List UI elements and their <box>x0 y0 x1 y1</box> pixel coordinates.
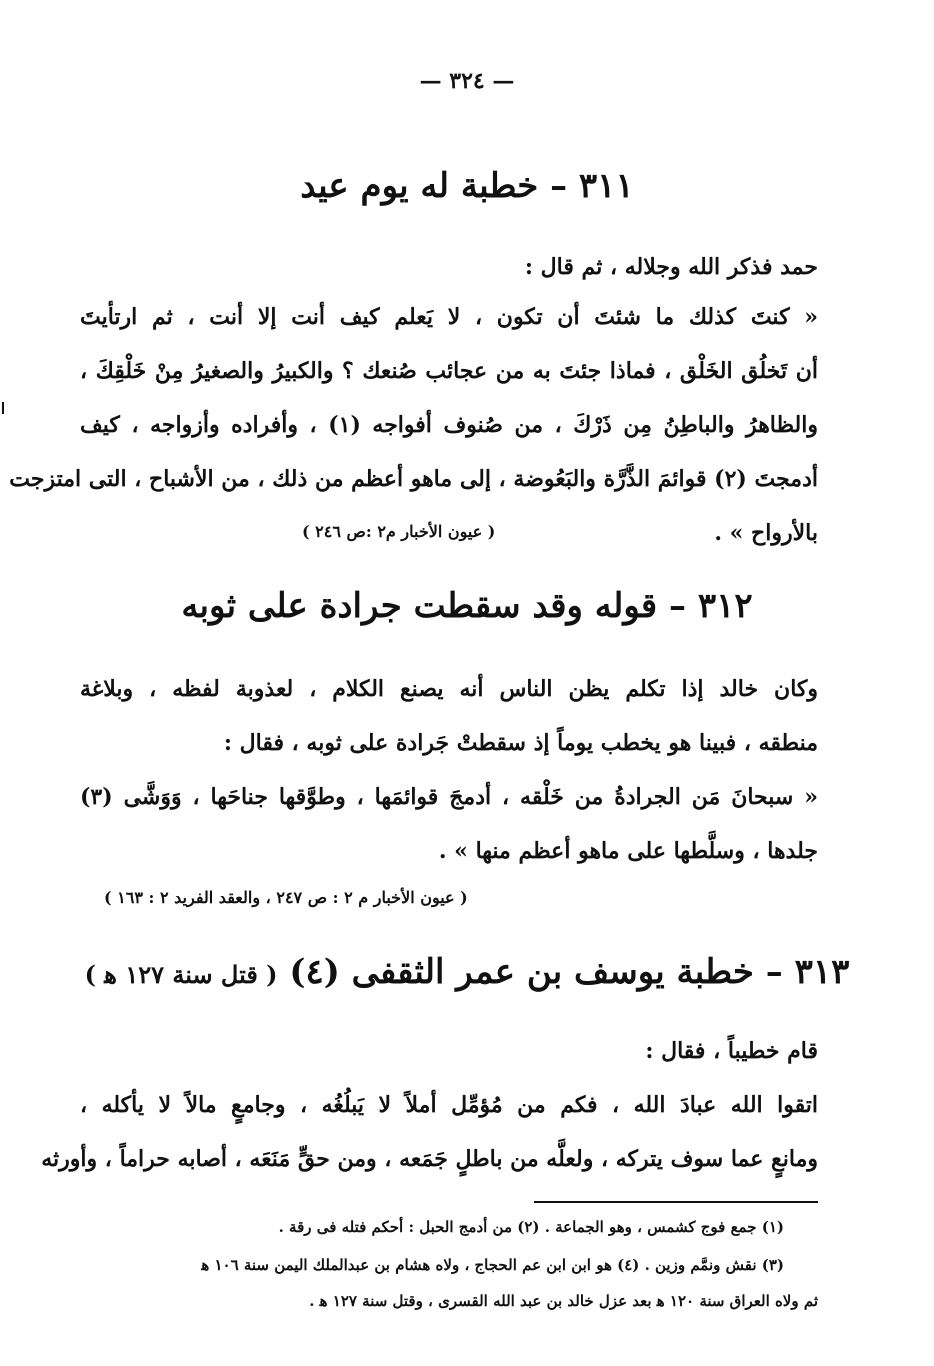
text-line: اتقوا الله عبادَ الله ، فكم من مُؤمِّل أملاً لا يَبلُغُه ، وجامعٍ مالاً لا يأكله ، <box>80 1092 818 1118</box>
section-title: ٣١٣ – خطبة يوسف بن عمر الثقفى (٤) <box>289 952 850 992</box>
section-heading-311: ٣١١ – خطبة له يوم عيد <box>300 166 634 206</box>
source-citation: ( عيون الأخبار م٢ :ص ٢٤٦ ) <box>302 522 496 541</box>
section-heading-312: ٣١٢ – قوله وقد سقطت جرادة على ثوبه <box>181 586 753 626</box>
footnote-divider <box>534 1201 818 1203</box>
scan-edge-mark <box>2 402 4 414</box>
text-line: جلدها ، وسلَّطها على ماهو أعظم منها » . <box>438 838 818 864</box>
text-line: وكان خالد إذا تكلم يظن الناس أنه يصنع الكلام ، لعذوبة لفظه ، وبلاغة <box>80 676 818 702</box>
text-line: أن تَخلُق الخَلْق ، فماذا جئتَ به من عجائب صُنعك ؟ والكبيرُ والصغيرُ مِنْ خَلْقِكَ ، <box>80 358 818 384</box>
source-citation: ( عيون الأخبار م ٢ : ص ٢٤٧ ، والعقد الفريد ٢ : ١٦٣ ) <box>104 888 468 907</box>
heading-note: ( قتل سنة ١٢٧ ﻫ ) <box>84 960 278 989</box>
text-line: منطقه ، فبينا هو يخطب يوماً إذ سقطتْ جَرادة على ثوبه ، فقال : <box>223 730 818 756</box>
section-heading-313 <box>60 952 874 992</box>
footnote-line: (٣) نقش ونمَّم وزين . (٤) هو ابن ابن عم الحجاج ، ولاه هشام بن عبدالملك اليمن سنة ١٠٦ ﻫ <box>201 1256 784 1274</box>
text-line: قام خطيباً ، فقال : <box>645 1038 818 1064</box>
footnote-line: ثم ولاه العراق سنة ١٢٠ ﻫ بعد عزل خالد بن عبد الله القسرى ، وقتل سنة ١٢٧ ﻫ . <box>309 1292 818 1310</box>
footnote-line: (١) جمع فوج كشمس ، وهو الجماعة . (٢) من أدمج الحبل : أحكم فتله فى رقة . <box>278 1218 784 1236</box>
text-line: أدمجتَ (٢) قوائمَ الذَّرَّة والبَعُوضة ، إلى ماهو أعظم من ذلك ، من الأشباح ، التى امتزجت <box>9 466 818 492</box>
text-line: « كنتَ كذلك ما شئتَ أن تكون ، لا يَعلم كيف أنت إلا أنت ، ثم ارتأيتَ <box>80 304 818 330</box>
text-line: « سبحانَ مَن الجرادةُ من خَلْقه ، أدمجَ قوائمَها ، وطوَّقها جناحَها ، وَوَشَّى (٣) <box>80 784 818 810</box>
text-line: ومانعٍ عما سوف يتركه ، ولعلَّه من باطلٍ جَمَعه ، ومن حقٍّ مَنَعَه ، أصابه حراماً ، وأورثه <box>41 1146 818 1172</box>
page-number: — ٣٢٤ — <box>419 68 515 94</box>
text-line: بالأرواح » . <box>714 520 818 546</box>
text-line: والظاهرُ والباطِنُ مِن ذَرْكَ ، من صُنوف أفواجه (١) ، وأفراده وأزواجه ، كيف <box>80 412 818 438</box>
text-line: حمد فذكر الله وجلاله ، ثم قال : <box>524 254 818 280</box>
